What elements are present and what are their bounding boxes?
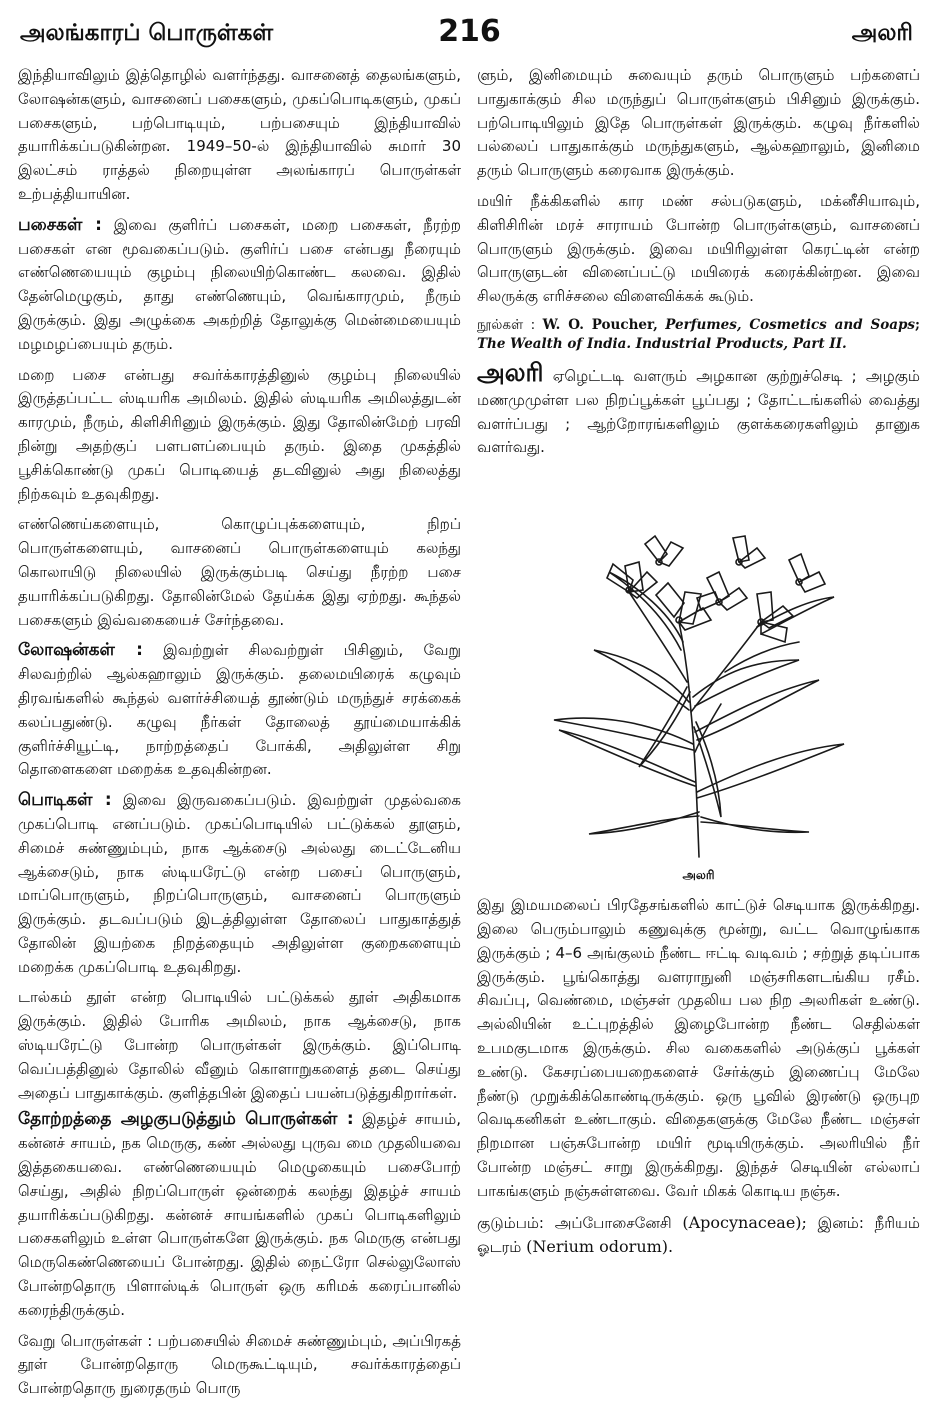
reference-title: Perfumes, Cosmetics and Soaps xyxy=(665,316,916,333)
genus-tamil: நீரியம் ஓடரம் xyxy=(477,1213,920,1257)
references-label: நூல்கள் : xyxy=(477,316,536,333)
paragraph: ளும், இனிமையும் சுவையும் தரும் பொருளும் பற்களைப் பாதுகாக்கும் சில மருந்துப் பொருள்களும் பிசினும் இருக்கும். பற்பொடியிலும் இதே பொருள்கள் இருக்கும். கழுவு நீர்களில் பல்லைப் பாதுகாக்கும் மருந்துகளும், ஆல்கஹாலும், இனிமை தரும் பொருளும் கரைவாக இருக்கும். xyxy=(477,66,920,180)
paragraph-lotions xyxy=(18,639,461,782)
genus-label: இனம்: xyxy=(817,1213,864,1232)
family-scientific: (Apocynaceae); xyxy=(682,1212,807,1232)
reference-author: W. O. Poucher, xyxy=(542,316,658,333)
paragraph: வேறு பொருள்கள் : பற்பசையில் சிமைச் சுண்ணும்பும், அப்பிரகத் தூள் போன்றதொரு மெருகூட்டியும், சவர்க்காரத்தைப் போன்றதொரு நுரைதரும் பொரு xyxy=(18,1331,461,1398)
page-header xyxy=(18,12,921,64)
figure-caption: அலரி xyxy=(682,868,715,883)
page-number: 216 xyxy=(438,14,501,49)
oleander-illustration xyxy=(499,482,899,862)
two-column-body xyxy=(18,64,921,1408)
entry-intro xyxy=(477,357,920,460)
paragraph-powders xyxy=(18,789,461,979)
paragraph: இந்தியாவிலும் இத்தொழில் வளர்ந்தது. வாசனைத் தைலங்களும், லோஷன்களும், வாசனைப் பசைகளும், முகப்பொடிகளும், முகப் பசைகளும், பற்பொடியும், பற்பசையும் இந்தியாவில் தயாரிக்கப்படுகின்றன. 1949–50-ல் இந்தியாவில் சுமார் 30 இலட்சம் ராத்தல் நிறையுள்ள அலங்காரப் பொருள்கள் உற்பத்தியாயின. xyxy=(18,66,461,203)
paragraph: டால்கம் தூள் என்ற பொடியில் பட்டுக்கல் தூள் அதிகமாக இருக்கும். இதில் போரிக அமிலம், நாக ஆக்சைடு, நாக ஸ்டியரேட்டு போன்ற பொருள்கள் இருக்கும். இப்பொடி வெப்பத்தினுல் தோலில் வீனும் கொளாறுகளைத் தடை செய்து அதைப் பாதுகாக்கும். குளித்தபின் இதைப் பயன்படுத்துகிறார்கள். xyxy=(18,988,461,1102)
running-head-right: அலரி xyxy=(851,20,913,46)
paragraph: இது இமயமலைப் பிரதேசங்களில் காட்டுச் செடியாக இருக்கிறது. இலை பெரும்பாலும் கணுவுக்கு மூன்று, வட்ட வொழுங்காக இருக்கும் ; 4–6 அங்குலம் நீண்ட ஈட்டி வடிவம் ; சற்றுத் தடிப்பாக இருக்கும். பூங்கொத்து வளராநுனி மஞ்சரிகளடங்கிய ரசீம். சிவப்பு, வெண்மை, மஞ்சள் முதலிய பல நிற அலரிகள் உண்டு. அல்லியின் உட்புறத்தில் இழைபோன்ற நீண்ட செதில்கள் உபமகுடமாக இருக்கும். சில வகைகளில் அடுக்குப் பூக்கள் உண்டு. கேசரப்பையறைகளைச் சேர்க்கும் இணைப்பு மேலே நீண்டு முறுக்கிக்கொண்டிருக்கும். ஒரு பூவில் இரண்டு ஒருபுற வெடிகனிகள் உண்டாகும். விதைகளுக்கு மேலே நீண்ட மஞ்சள் நிறமான பஞ்சுபோன்ற மயிர் மூடியிருக்கும். அலரியில் நீர் போன்ற மஞ்சட் சாறு இருக்கிறது. இந்தச் செடியின் எல்லாப் பாகங்களும் நஞ்சுள்ளவை. வேர் மிகக் கொடிய நஞ்சு. xyxy=(477,896,920,1200)
paragraph-text: இவை இருவகைப்படும். இவற்றுள் முதல்வகை முகப்பொடி எனப்படும். முகப்பொடியில் பட்டுக்கல் தூளும், சிமைச் சுண்ணும்பும், நாக ஆக்சைடு அல்லது டைட்டேனிய ஆக்சைடும், நாக ஸ்டியரேட்டு என்ற பசைப் பொருளும், மாப்பொருளும், நிறப்பொருளும், வாசனைப் பொருளும் இருக்கும். தடவப்படும் இடத்திலுள்ள தோலைப் பாதுகாத்துத் தோலின் இயற்கை நிறத்தையும் அதிலுள்ள குறைகளையும் மறைக்க முகப்பொடி உதவுகிறது. xyxy=(18,791,461,976)
right-column xyxy=(477,64,920,1408)
paragraph-pastes xyxy=(18,214,461,357)
references xyxy=(477,316,920,354)
reference-title: The Wealth of India. Industrial Products, Part II. xyxy=(477,335,847,352)
classification xyxy=(477,1211,920,1261)
section-heading: தோற்றத்தை அழகுபடுத்தும் பொருள்கள் : xyxy=(18,1109,354,1130)
paragraph: மயிர் நீக்கிகளில் கார மண் சல்படுகளும், மக்னீசியாவும், கிளிசிரின் மரச் சாராயம் போன்ற பொருள்களும், வாசனைப் பொருளும் இருக்கும். இவை மயிரிலுள்ள கெரட்டின் என்ற பொருளுடன் வினைப்பட்டு மயிரைக் கரைக்கின்றன. இவை சிலருக்கு எரிச்சலை விளைவிக்கக் கூடும். xyxy=(477,191,920,306)
reference-separator: ; xyxy=(915,316,920,333)
section-heading: பொடிகள் : xyxy=(18,790,112,811)
paragraph-text: இதழ்ச் சாயம், கன்னச் சாயம், நக மெருகு, கண் அல்லது புருவ மை முதலியவை இத்தகையவை. எண்ணெயையும் மெழுகையும் பசைபோற் செய்து, அதில் நிறப்பொருள் ஒன்றைக் கலந்து இதழ்ச் சாயம் தயாரிக்கப்படுகிறது. கன்னச் சாயங்களில் முகப் பொடிகளிலும் பசைகளிலும் உள்ள பொருள்களே இருக்கும். நக மெருகு என்பது மெருகெண்ணெயைப் போன்றது. இதில் நைட்ரோ செல்லுலோஸ் போன்றதொரு பிளாஸ்டிக் பொருள் ஒரு கரிமக் கரைப்பானில் கரைந்திருக்கும். xyxy=(18,1110,461,1319)
left-column xyxy=(18,64,461,1408)
family-tamil: அப்போசைனேசி xyxy=(554,1213,672,1232)
entry-heading: அலரி xyxy=(477,357,544,387)
paragraph: மறை பசை என்பது சவர்க்காரத்தினுல் குழம்பு நிலையில் இருத்தப்பட்ட ஸ்டியரிக அமிலம். இதில் ஸ்டியரிக அமிலத்துடன் காரமும், நீரும், கிளிசிரினும் இருக்கும். இது தோலின்மேற் பரவி நின்று அதற்குப் பளபளப்பையும் தரும். இதை முகத்தில் பூசிக்கொண்டு முகப் பொடியைத் தடவினுல் அது நிலைத்து நிற்கவும் உதவுகிறது. xyxy=(18,365,461,503)
entry-text: ஏழெட்டடி வளரும் அழகான குற்றுச்செடி ; அழகும் மணமுமுள்ள பல நிறப்பூக்கள் பூப்பது ; தோட்டங்களில் வைத்து வளர்ப்பது ; ஆற்றோரங்களிலும் குளக்கரைகளிலும் தானுக வளர்வது. xyxy=(477,366,920,457)
figure xyxy=(477,474,920,884)
section-heading: பசைகள் : xyxy=(18,214,102,235)
paragraph: எண்ணெய்களையும், கொழுப்புக்களையும், நிறப் பொருள்களையும், வாசனைப் பொருள்களையும் கலந்து கொலாயிடு நிலையில் இருக்கும்படி செய்து நீரற்ற பசை தயாரிக்கப்படுகிறது. தோலின்மேல் தேய்க்க இது ஏற்றது. கூந்தல் பசைகளும் இவ்வகையைச் சேர்ந்தவை. xyxy=(18,515,461,629)
family-label: குடும்பம்: xyxy=(477,1213,544,1232)
paragraph-text: இவை குளிர்ப் பசைகள், மறை பசைகள், நீரற்ற பசைகள் என மூவகைப்படும். குளிர்ப் பசை என்பது நீரையும் எண்ணெயையும் குழம்பு நிலையிற்கொண்ட கலவை. இதில் தேன்மெழுகும், தாது எண்ணெயும், வெங்காரமும், நீரும் இருக்கும். இது அழுக்கை அகற்றித் தோலுக்கு மென்மையையும் மழமழப்பையும் தரும். xyxy=(18,215,461,353)
genus-scientific: (Nerium odorum). xyxy=(526,1237,674,1257)
paragraph-makeup xyxy=(18,1108,461,1322)
paragraph-text: இவற்றுள் சிலவற்றுள் பிசினும், வேறு சிலவற்றில் ஆல்கஹாலும் இருக்கும். தலைமயிரைக் கழுவும் திரவங்களில் கூந்தல் வளர்ச்சியைத் தூண்டும் மருந்துச் சரக்கைக் கலப்பதுண்டு. கழுவு நீர்கள் தோலைத் தூய்மையாக்கிக் குளிர்ச்சியூட்டி, நாற்றத்தைப் போக்கி, அதிலுள்ள சிறு தொளைகளை மறைக்க உதவுகின்றன. xyxy=(18,641,461,779)
section-heading: லோஷன்கள் : xyxy=(18,640,143,661)
running-head-left: அலங்காரப் பொருள்கள் xyxy=(20,20,274,46)
